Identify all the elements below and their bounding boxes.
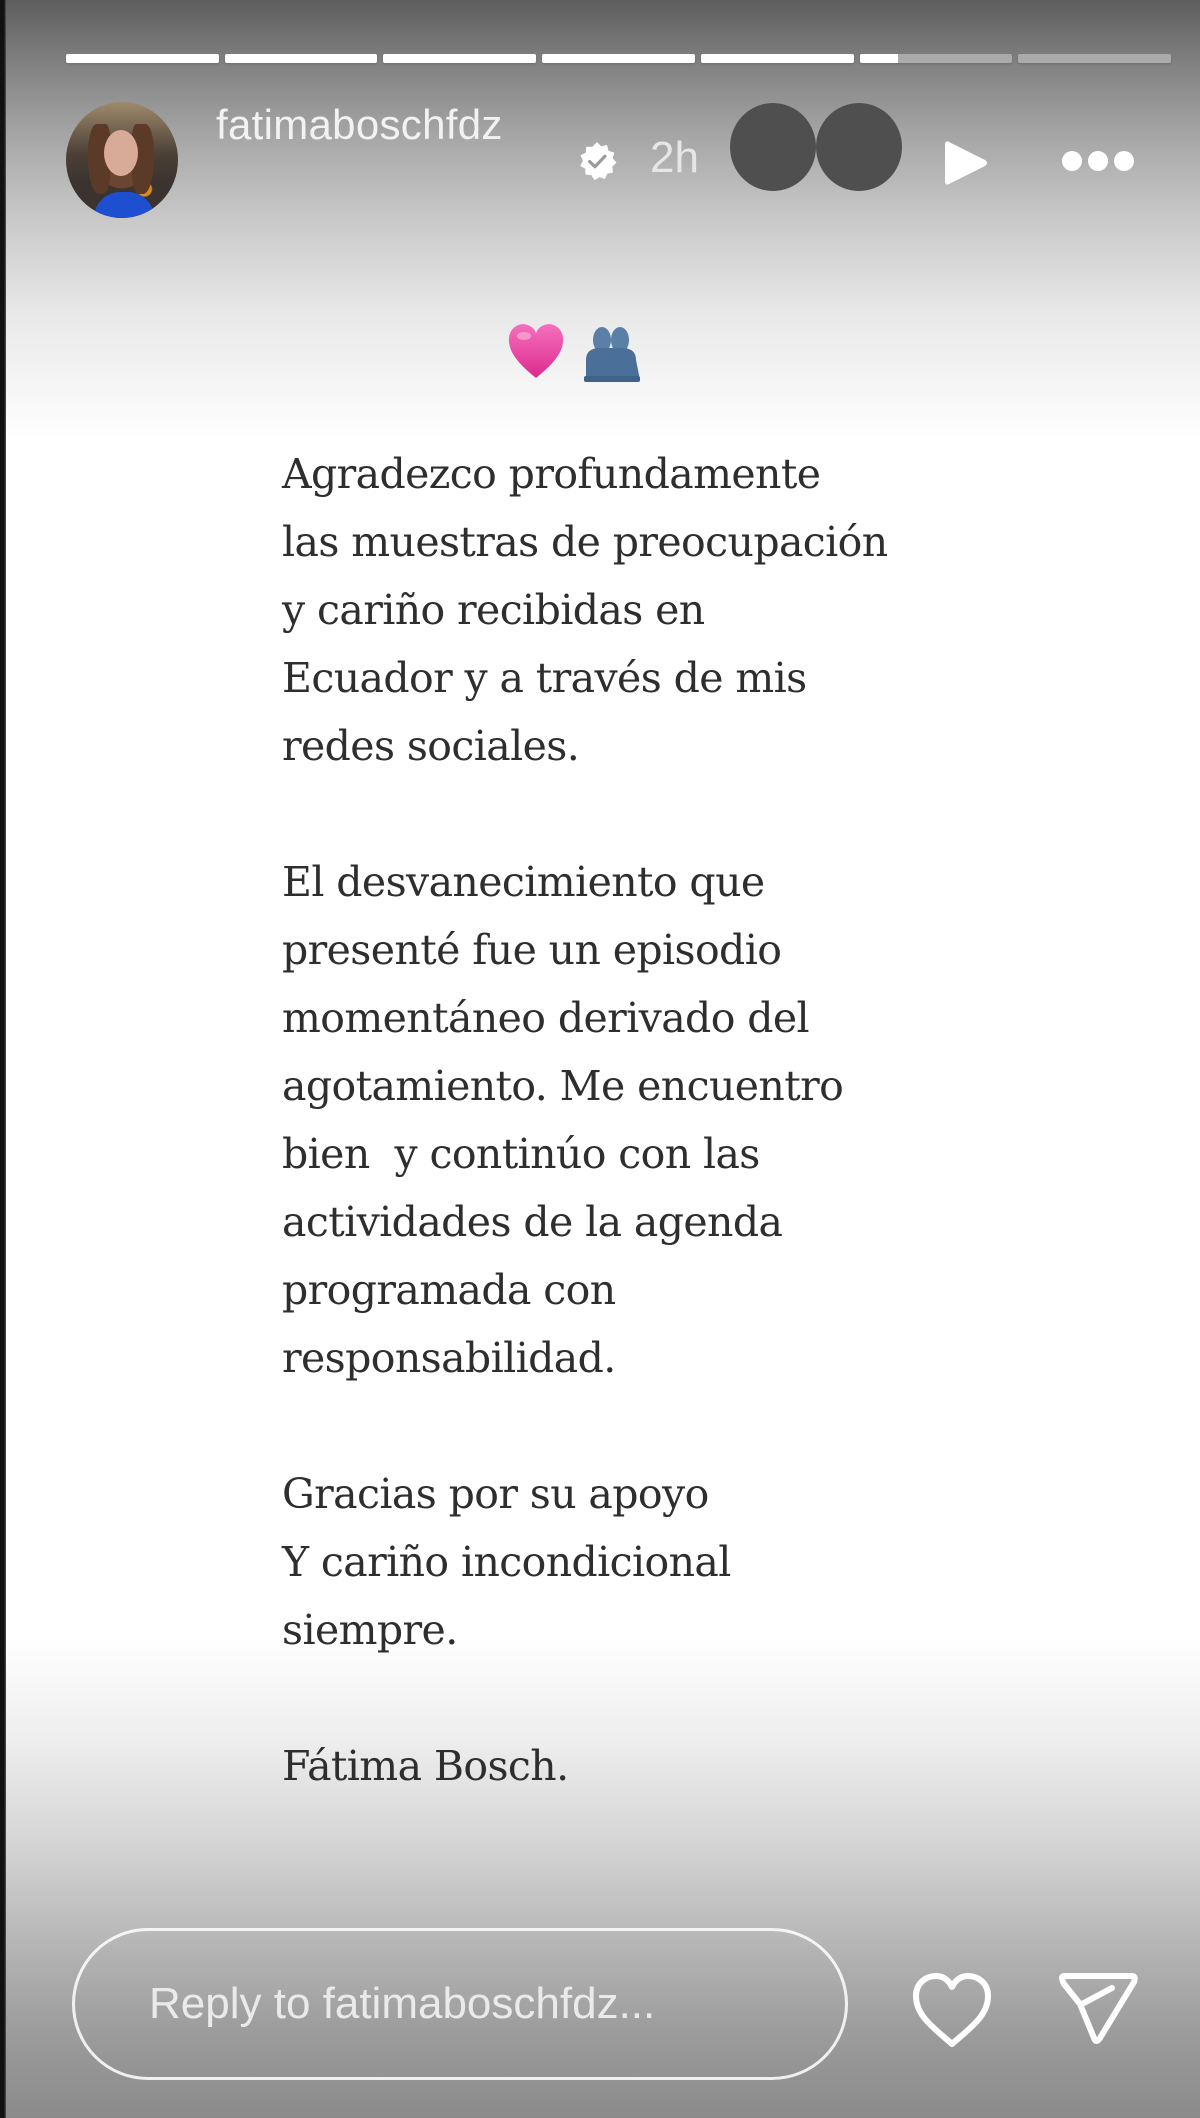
avatar[interactable] xyxy=(66,102,178,218)
text-line: Y cariño incondicional xyxy=(282,1538,731,1586)
text-line: responsabilidad. xyxy=(282,1334,616,1382)
text-line: las muestras de preocupación xyxy=(282,518,888,566)
progress-segment-4 xyxy=(542,54,695,63)
story-progress-bar xyxy=(66,54,1171,63)
progress-segment-3 xyxy=(383,54,536,63)
text-line: Agradezco profundamente xyxy=(282,450,821,498)
progress-segment-5 xyxy=(701,54,854,63)
text-line: y cariño recibidas en xyxy=(282,586,705,634)
story-timestamp: 2h xyxy=(650,133,699,182)
text-line: Fátima Bosch. xyxy=(282,1742,569,1790)
reply-input[interactable] xyxy=(72,1928,848,2080)
send-icon[interactable] xyxy=(1056,1968,1140,2048)
text-line: Ecuador y a través de mis xyxy=(282,654,807,702)
play-icon[interactable] xyxy=(941,136,991,190)
text-line: agotamiento. Me encuentro xyxy=(282,1062,844,1110)
instagram-story-viewer[interactable] xyxy=(6,0,1200,2118)
paragraph-health-update xyxy=(282,848,1082,1392)
signature xyxy=(282,1732,1082,1800)
redaction-blob-left xyxy=(730,103,816,191)
paragraph-thanks xyxy=(282,440,1082,780)
progress-segment-1 xyxy=(66,54,219,63)
pink-heart-emoji xyxy=(506,320,566,382)
text-line: presenté fue un episodio xyxy=(282,926,782,974)
text-line: momentáneo derivado del xyxy=(282,994,810,1042)
text-line: actividades de la agenda xyxy=(282,1198,783,1246)
reply-placeholder: Reply to fatimaboschfdz... xyxy=(149,1979,656,2028)
text-line: El desvanecimiento que xyxy=(282,858,765,906)
text-line: programada con xyxy=(282,1266,616,1314)
progress-segment-6-active xyxy=(860,54,1013,63)
progress-segment-7 xyxy=(1018,54,1171,63)
verified-badge-icon xyxy=(576,140,618,182)
window-edge xyxy=(0,0,6,2118)
heart-outline-icon[interactable] xyxy=(908,1970,996,2050)
redaction-blob-right xyxy=(816,103,902,191)
progress-segment-2 xyxy=(225,54,378,63)
text-line: bien y continúo con las xyxy=(282,1130,760,1178)
emoji-row xyxy=(506,312,642,382)
text-line: Gracias por su apoyo xyxy=(282,1470,709,1518)
blue-bunny-emoji xyxy=(580,326,642,382)
more-options-icon[interactable] xyxy=(1060,148,1136,174)
paragraph-gratitude xyxy=(282,1460,1082,1664)
username-link[interactable]: fatimaboschfdz xyxy=(216,101,503,148)
text-line: siempre. xyxy=(282,1606,458,1654)
story-text-content xyxy=(282,440,1082,1868)
text-line: redes sociales. xyxy=(282,722,580,770)
